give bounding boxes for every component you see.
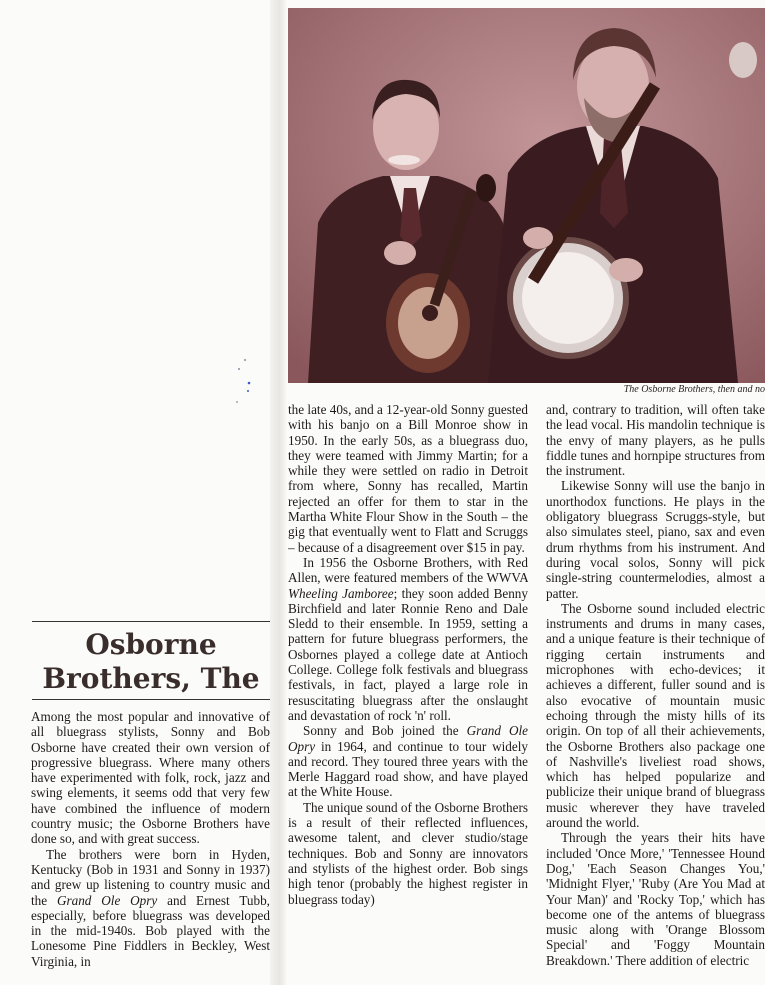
print-specks <box>225 355 255 415</box>
paragraph: Through the years their hits have included 'Once More,' 'Tennessee Hound Dog,' 'Each Season Changes You,' 'Midnight Flyer,' 'Ruby (Are You Mad at Your Man)' and 'Rocky Top,' which has become one of the antems of bluegrass music along with 'Orange Blossom Special' and 'Foggy Mountain Breakdown.' There addition of electric <box>546 830 765 968</box>
paragraph: The brothers were born in Hyden, Kentucky (Bob in 1931 and Sonny in 1937) and grew up listening to country music and the Grand Ole Opry and Ernest Tubb, especially, before bluegrass was developed in the mid-1940s. Bob played with the Lonesome Pine Fiddlers in Beckley, West Virginia, in <box>31 846 270 969</box>
text-column-3 <box>546 402 765 985</box>
paragraph: Likewise Sonny will use the banjo in unorthodox functions. He plays in the obligatory bluegrass Scruggs-style, but also simulates steel, piano, sax and even drum rhythms from his instrument. And during vocal solos, Sonny will pick single-string countermelodies, almost a patter. <box>546 478 765 601</box>
osborne-brothers-photo <box>288 8 765 383</box>
page-gutter-shadow <box>270 0 286 985</box>
paragraph: In 1956 the Osborne Brothers, with Red Allen, were featured members of the WWVA Wheeling Jamboree; they soon added Benny Birchfield and later Ronnie Reno and Dale Sledd to their ensemble. In 1959, setting a pattern for future bluegrass performers, the Osbornes played a college date at Antioch College. College folk festivals and bluegrass festivals, in fact, played a large role in resuscitating bluegrass after the onslaught and devastation of rock 'n' roll. <box>288 554 528 723</box>
article-title-line1: Osborne <box>85 628 217 661</box>
title-bottom-rule <box>32 699 270 700</box>
paragraph: Sonny and Bob joined the Grand Ole Opry in 1964, and continue to tour widely and record. They toured three years with the Merle Haggard road show, and have played at the White House. <box>288 723 528 800</box>
text-column-1 <box>31 709 270 985</box>
title-top-rule <box>32 621 270 622</box>
paragraph: The Osborne sound included electric instruments and drums in many cases, and a unique feature is their technique of rigging certain instruments and microphones with echo-devices; it achieves a different, fuller sound and is also evocative of mountain music echoing through the misty hills of its origin. On top of all their achievements, the Osborne Brothers also package one of Nashville's liveliest road shows, which has helped popularize and publicize their unique brand of bluegrass music wherever they have traveled around the world. <box>546 600 765 831</box>
text-column-2 <box>288 402 528 985</box>
article-title <box>32 628 270 696</box>
photo-illustration <box>288 8 765 383</box>
photo-caption: The Osborne Brothers, then and no <box>623 384 765 395</box>
paragraph: the late 40s, and a 12-year-old Sonny guested with his banjo on a Bill Monroe show in 1950. In the early 50s, as a bluegrass duo, they were teamed with Jimmy Martin; for a while they were settled on radio in Detroit from where, Sonny has recalled, Martin rejected an offer for them to star in the Martha White Flour Show in the South – the gig that eventually went to Flatt and Scruggs – because of a disagreement over $15 in pay. <box>288 402 528 555</box>
paragraph: Among the most popular and innovative of all bluegrass stylists, Sonny and Bob Osborne have created their own version of progressive bluegrass. Where many others have experimented with folk, rock, jazz and swing elements, it seems odd that very few have combined the influence of modern country music; the Osborne Brothers have done so, and with great success. <box>31 709 270 847</box>
article-title-line2: Brothers, The <box>42 662 260 695</box>
paragraph: and, contrary to tradition, will often take the lead vocal. His mandolin technique is the envy of many players, as he pulls fiddle tunes and hornpipe structures from the instrument. <box>546 402 765 479</box>
paragraph: The unique sound of the Osborne Brothers is a result of their reflected influences, awesome talent, and clever studio/stage techniques. Bob and Sonny are innovators and stylists of the highest order. Bob sings high tenor (probably the highest register in bluegrass today) <box>288 799 528 907</box>
